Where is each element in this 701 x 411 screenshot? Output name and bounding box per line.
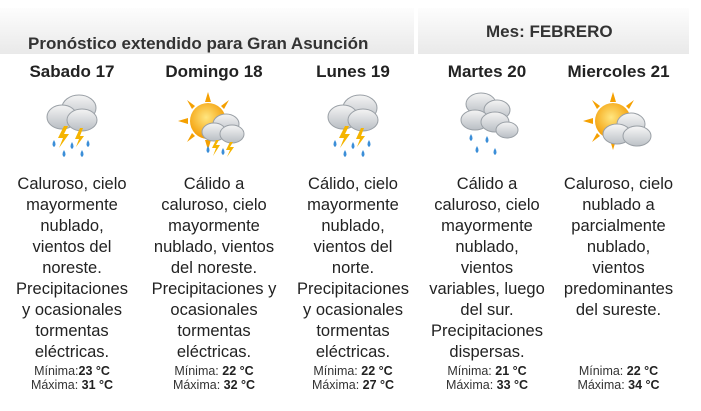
day-name: Lunes 19 xyxy=(316,62,390,81)
sun-cloud-icon xyxy=(583,90,655,160)
month-label: Mes: FEBRERO xyxy=(486,22,613,41)
min-label: Mínima: xyxy=(34,364,79,378)
day-column-miercoles xyxy=(552,60,685,321)
storm-cloud-icon xyxy=(317,90,389,160)
max-temp: 27 °C xyxy=(362,378,395,392)
forecast-description: Caluroso, cielo mayormente nublado, vientos del noreste. Precipitaciones y ocasionales tormentas eléctricas. xyxy=(16,175,128,361)
day-column-sabado xyxy=(0,60,144,363)
min-label: Mínima: xyxy=(447,364,492,378)
temperature-range xyxy=(552,364,685,392)
max-label: Máxima: xyxy=(311,378,360,392)
max-temp: 33 °C xyxy=(496,378,529,392)
day-column-lunes xyxy=(284,60,422,363)
max-temp: 34 °C xyxy=(628,378,660,392)
storm-cloud-icon xyxy=(36,90,108,160)
day-column-martes xyxy=(422,60,552,363)
temperature-range xyxy=(0,364,144,392)
day-name: Miercoles 21 xyxy=(567,62,670,81)
max-label: Máxima: xyxy=(172,378,221,392)
min-temp: 23 °C xyxy=(78,364,110,378)
day-name: Domingo 18 xyxy=(165,62,263,81)
min-temp: 22 °C xyxy=(361,364,393,378)
sun-storm-cloud-icon xyxy=(178,90,250,160)
min-label: Mínima: xyxy=(174,364,219,378)
temperature-range xyxy=(144,364,284,392)
page-title: Pronóstico extendido para Gran Asunción xyxy=(28,34,369,53)
min-label: Mínima: xyxy=(313,364,358,378)
rain-cloud-icon xyxy=(451,90,523,160)
day-name: Sabado 17 xyxy=(29,62,115,81)
min-temp: 21 °C xyxy=(495,364,527,378)
max-temp: 32 °C xyxy=(223,378,256,392)
forecast-description: Caluroso, cielo nublado a parcialmente nublado, vientos predominantes del sureste. xyxy=(563,175,674,319)
day-column-domingo xyxy=(144,60,284,363)
forecast-description: Cálido, cielo mayormente nublado, vientos del norte. Precipitaciones y ocasionales tormentas eléctricas. xyxy=(297,175,409,361)
day-name: Martes 20 xyxy=(447,62,527,81)
temperature-range xyxy=(422,364,552,392)
max-label: Máxima: xyxy=(30,378,79,392)
min-temp: 22 °C xyxy=(222,364,254,378)
forecast-header xyxy=(0,0,701,55)
min-temp: 22 °C xyxy=(626,364,659,378)
forecast-description: Cálido a caluroso, cielo mayormente nublado, vientos del noreste. Precipitaciones y ocasionales tormentas eléctricas. xyxy=(151,175,277,361)
min-label: Mínima: xyxy=(578,364,624,378)
max-temp: 31 °C xyxy=(81,378,114,392)
max-label: Máxima: xyxy=(445,378,494,392)
forecast-description: Cálido a caluroso, cielo mayormente nublado, vientos variables, luego del sur. Precipitaciones dispersas. xyxy=(429,175,545,361)
temperature-range xyxy=(284,364,422,392)
max-label: Máxima: xyxy=(577,378,625,392)
